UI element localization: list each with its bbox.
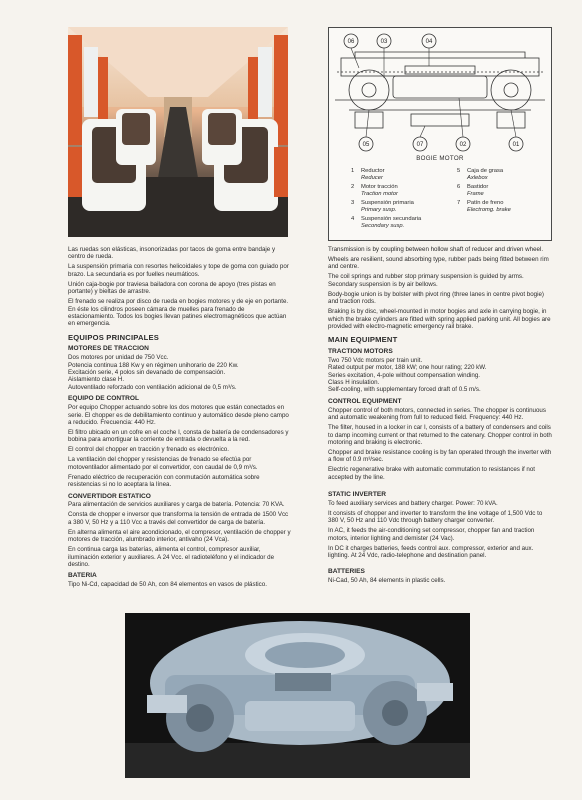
paragraph: En continua carga las baterías, alimenta el control, compresor auxiliar, iluminación exterior y auxiliares. A 24 Vcc. el radioteléfono y el indicador de destino.: [68, 546, 275, 569]
subsection-heading: BATERIA: [68, 572, 97, 580]
paragraph: La ventilación del chopper y resistencias de frenado se efectúa por motoventilador alimentado por el convertidor, con caudal de 0,9 m³/s.: [68, 456, 258, 471]
subsection-heading: EQUIPO DE CONTROL: [68, 395, 140, 403]
paragraph: Dos motores por unidad de 750 Vcc. Potencia continua 188 Kw y en régimen unihorario de 220 Kw. Excitación serie, 4 polos sin devanado de compensación. Aislamiento clase H. Autoventilado reforzado con ventilación adicional de 0,5 m³/s.: [68, 354, 239, 391]
paragraph: Unión caja-bogie por traviesa bailadora con corona de apoyo (tres pistas en portante) y bieltas de arrastre.: [68, 280, 276, 296]
subsection-heading: CONVERTIDOR ESTATICO: [68, 492, 151, 500]
paragraph: To feed auxiliary services and battery charger. Power: 70 kVA.: [328, 500, 498, 508]
section-heading: EQUIPOS PRINCIPALES: [68, 332, 160, 342]
subsection-heading: STATIC INVERTER: [328, 491, 387, 499]
paragraph: El filtro ubicado en un cofre en el coche I, consta de batería de condensadores y bobina para amortiguar la corriente de entrada o devuelta a la red.: [68, 428, 289, 444]
paragraph: Transmission is by coupling between hollow shaft of reducer and driven wheel.: [328, 246, 544, 253]
english-column: [328, 246, 554, 587]
paragraph: El frenado se realiza por disco de rueda en bogies motores y de eje en portante. En éste los cilindros poseen cámara de muelles para frenado de estacionamiento. Todos los bogies llevan patines electromagnéticos que actúan en emergencia.: [68, 298, 289, 328]
bogie-motor-diagram: [328, 27, 552, 241]
legend-item: 6 Bastidor Frame: [457, 184, 489, 197]
legend-item: 7 Patín de freno Electromg. brake: [457, 200, 511, 213]
paragraph: Para alimentación de servicios auxiliares y carga de batería. Potencia: 70 KVA.: [68, 501, 285, 509]
legend-right: [457, 168, 511, 216]
paragraph: Frenado eléctrico de recuperación con conmutación automática sobre resistencias si no lo aceptara la línea.: [68, 473, 260, 489]
motor-bogie-photo: [125, 613, 470, 778]
spanish-column: [68, 246, 292, 591]
callout-06-label: 06: [347, 39, 355, 46]
section-heading: MAIN EQUIPMENT: [328, 335, 398, 345]
callout-03-label: 03: [380, 39, 388, 46]
paragraph: Two 750 Vdc motors per train unit. Rated output per motor, 188 kW; one hour rating; 220 kW. Series excitation, 4-pole without compensation winding. Class H insulation. Self-cooling, with supplementary forced draft of 0.5 m/s.: [328, 356, 487, 394]
callout-02-label: 02: [459, 142, 467, 149]
subsection-heading: BATTERIES: [328, 567, 365, 575]
subsection-heading: CONTROL EQUIPMENT: [328, 397, 402, 405]
subsection-heading: MOTORES DE TRACCION: [68, 345, 149, 353]
paragraph: In AC, it feeds the air-conditioning set compressor, chopper fan and traction motors, interior lighting and demister (24 Vac).: [328, 527, 535, 542]
paragraph: Wheels are resilient, sound absorbing type, rubber pads being fitted between rim and centre.: [328, 256, 549, 271]
paragraph: Electric regenerative brake with automatic commutation to resistances if not accepted by the line.: [328, 466, 536, 481]
legend-item: 4 Suspensión secundaria Secondary susp.: [351, 216, 422, 229]
legend-item: 1 Reductor Reducer: [351, 168, 385, 181]
paragraph: Por equipo Chopper actuando sobre los dos motores que están conectados en serie. El chopper es de debilitamiento continuo y automático desde pleno campo a reducido. Frecuencia: 440 Hz.: [68, 404, 289, 426]
paragraph: Consta de chopper e inversor que transforma la tensión de entrada de 1500 Vcc a 380 V, 50 Hz y a 110 Vcc a través del convertidor de carga de batería.: [68, 511, 289, 526]
paragraph: Ni-Cad, 50 Ah, 84 elements in plastic cells.: [328, 576, 446, 584]
diagram-title: BOGIE MOTOR: [416, 155, 464, 162]
callout-01-label: 01: [512, 142, 520, 149]
paragraph: It consists of chopper and inverter to transform the line voltage of 1,500 Vdc to 380 V, 50 Hz and 110 Vdc through battery charger converter.: [328, 510, 543, 525]
paragraph: The coil springs and rubber stop primary suspension is guided by arms. Secondary suspension is by air bellows.: [328, 273, 524, 288]
paragraph: Braking is by disc, wheel-mounted in motor bogies and axle in carrying bogie, in which the brake cylinders are fitted with spring applied parking unit. All bogies are provided with electro-magnetic emergency rail brake.: [328, 308, 551, 331]
subsection-heading: TRACTION MOTORS: [328, 347, 393, 355]
paragraph: Tipo Ni-Cd, capacidad de 50 Ah, con 84 elementos en vasos de plástico.: [68, 581, 267, 589]
callout-05-label: 05: [362, 142, 370, 149]
paragraph: En alterna alimenta el aire acondicionado, el compresor, ventilación de chopper y motores de tracción, alumbrado interior, antivaho (24 Vca).: [68, 528, 291, 544]
callout-04-label: 04: [425, 39, 433, 46]
paragraph: In DC it charges batteries, feeds control aux. compressor, exterior and aux. lighting. At 24 Vdc, radio-telephone and destination panel.: [328, 544, 534, 560]
paragraph: Chopper control of both motors, connected in series. The chopper is continuous and automatic weakening from full to reduced field. Frequency: 440 Hz.: [328, 406, 546, 422]
paragraph: Chopper and brake resistance cooling is by fan operated through the inverter with a flow of 0.9 m³/sec.: [328, 448, 552, 464]
legend-item: 3 Suspensión primaria Primary susp.: [351, 200, 414, 213]
paragraph: Las ruedas son elásticas, insonorizadas por tacos de goma entre bandaje y centro de rueda.: [68, 246, 276, 261]
paragraph: El control del chopper en tracción y frenado es electrónico.: [68, 446, 229, 454]
paragraph: La suspensión primaria con resortes helicoidales y tope de goma con guiado por brazo. La secundaria es por fuelles neumáticos.: [68, 263, 289, 278]
paragraph: Body-bogie union is by bolster with pivot ring (three lanes in centre pivot bogie) and traction rods.: [328, 290, 544, 306]
paragraph: The filter, housed in a locker in car I, consists of a battery of condensers and coils to damp incoming current or that returned to the catenary. Chopper control in both motoring and braking is electronic.: [328, 424, 552, 446]
legend-item: 5 Caja de grasa Axlebox: [457, 168, 504, 181]
train-interior-photo: [68, 27, 288, 237]
legend-item: 2 Motor tracción Traction motor: [351, 184, 398, 197]
legend-left: [351, 168, 421, 232]
callout-07-label: 07: [416, 142, 424, 149]
